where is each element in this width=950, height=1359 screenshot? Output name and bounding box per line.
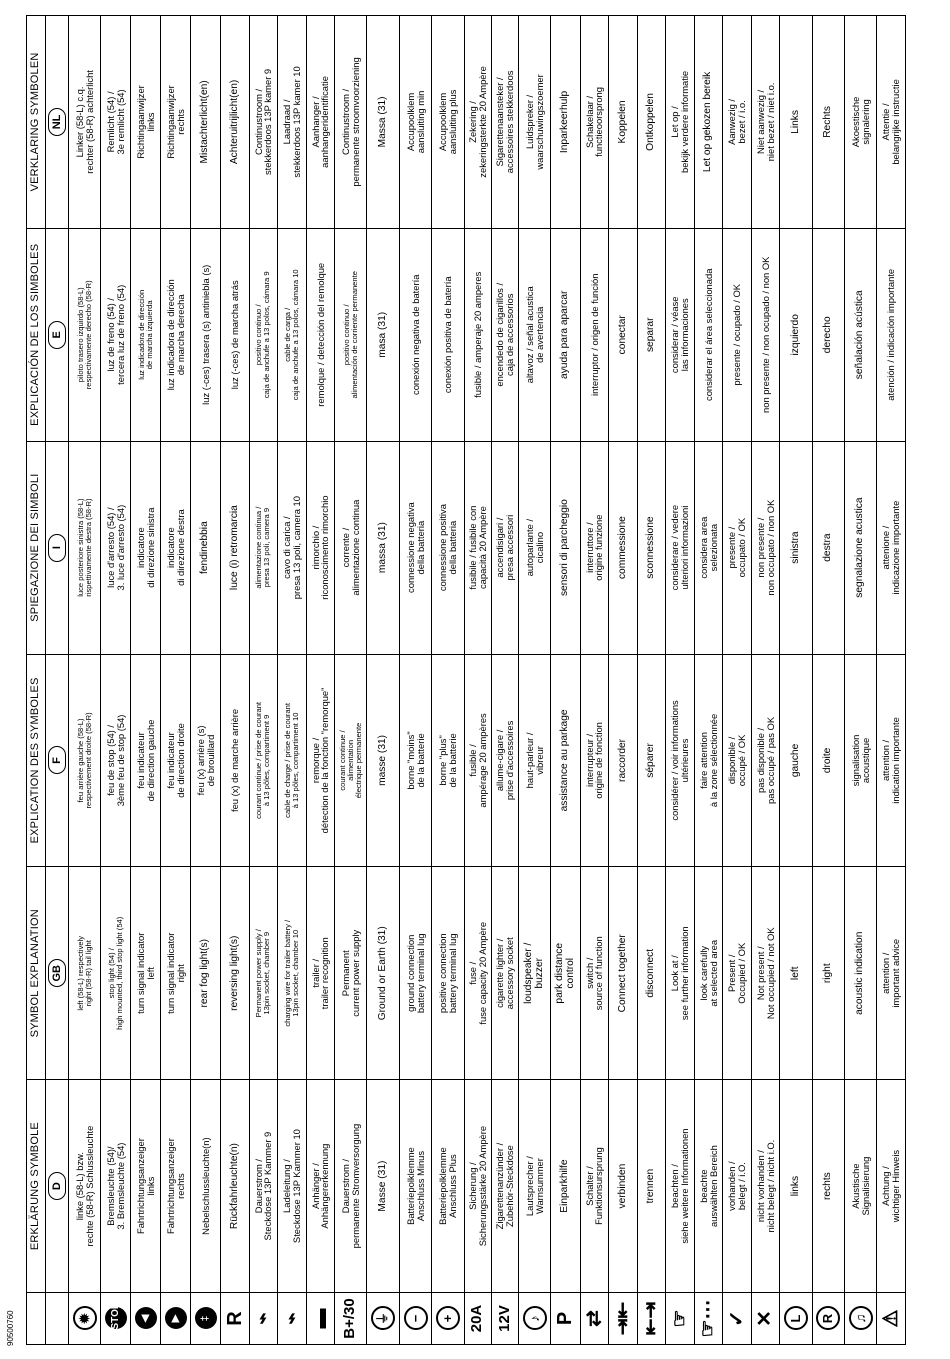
selected-area-icon: ☞⋯ bbox=[697, 1299, 720, 1338]
explanation-fr: pas disponible / pas occupé / pas OK bbox=[751, 654, 780, 867]
explanation-it: fendinebbia bbox=[191, 441, 221, 654]
explanation-nl: Koppelen bbox=[609, 16, 638, 229]
explanation-de: beachten / siehe weitere Informationen bbox=[666, 1080, 695, 1293]
symbol-cell bbox=[191, 1293, 221, 1345]
explanation-de: Dauerstrom / permanente Stromversorgung bbox=[335, 1080, 367, 1293]
table-row bbox=[464, 16, 491, 1345]
table-row bbox=[723, 16, 752, 1345]
explanation-it: interruttore / origine funzione bbox=[580, 441, 609, 654]
table-row bbox=[637, 16, 666, 1345]
explanation-nl: Accupoolklem aansluiting plus bbox=[432, 16, 464, 229]
heading-de: ERKLÄRUNG SYMBOLE bbox=[27, 1080, 46, 1293]
explanation-gb: loudspeaker / buzzer bbox=[519, 867, 551, 1080]
explanation-de: Einparkhilfe bbox=[551, 1080, 580, 1293]
symbol-cell bbox=[551, 1293, 580, 1345]
explanation-fr: fusible / ampérage 20 ampères bbox=[464, 654, 491, 867]
symbol-cell bbox=[812, 1293, 844, 1345]
legend-body bbox=[69, 16, 906, 1345]
explanation-it: cavo di carica / presa 13 poli, camera 10 bbox=[278, 441, 307, 654]
symbol-cell bbox=[751, 1293, 780, 1345]
language-code-row bbox=[46, 16, 69, 1345]
switch-icon: ⇄ bbox=[583, 1310, 606, 1327]
explanation-fr: feu indicateur de direction droite bbox=[161, 654, 191, 867]
explanation-es: interruptor / origen de función bbox=[580, 228, 609, 441]
table-row bbox=[69, 16, 101, 1345]
explanation-de: beachte auswählten Bereich bbox=[694, 1080, 723, 1293]
explanation-gb: Connect together bbox=[609, 867, 638, 1080]
explanation-de: Sicherung / Sicherungsstärke 20 Ampère bbox=[464, 1080, 491, 1293]
symbol-cell bbox=[609, 1293, 638, 1345]
explanation-de: rechts bbox=[812, 1080, 844, 1293]
explanation-gb: charging wire for trailer battery / 13pin socket, chamber 10 bbox=[278, 867, 307, 1080]
symbol-cell bbox=[249, 1293, 278, 1345]
table-row bbox=[278, 16, 307, 1345]
fuse-icon: 20A bbox=[468, 1304, 486, 1333]
explanation-de: Fahrtrichtungsanzeiger rechts bbox=[161, 1080, 191, 1293]
table-row bbox=[877, 16, 906, 1345]
table-row bbox=[780, 16, 812, 1345]
explanation-nl: Aanhanger / aanhangeridentificatie bbox=[306, 16, 335, 229]
explanation-de: Zigarettenanzünder / Zubehör-Steckdose bbox=[491, 1080, 518, 1293]
symbol-cell bbox=[278, 1293, 307, 1345]
acoustic-icon: ♫ bbox=[849, 1307, 873, 1331]
table-row bbox=[609, 16, 638, 1345]
explanation-nl: Attentie / belangrijke instructie bbox=[877, 16, 906, 229]
explanation-de: Achtung / wichtiger Hinweis bbox=[877, 1080, 906, 1293]
explanation-de: Batteriepolklemme Anschluss Plus bbox=[432, 1080, 464, 1293]
explanation-es: remolque / detección del remolque bbox=[306, 228, 335, 441]
explanation-it: indicatore di direzione sinistra bbox=[131, 441, 161, 654]
explanation-gb: fuse / fuse capacity 20 Ampère bbox=[464, 867, 491, 1080]
explanation-fr: considérer / voir informations ultérieures bbox=[666, 654, 695, 867]
explanation-gb: park distance control bbox=[551, 867, 580, 1080]
cigarette-lighter-icon: 12V bbox=[495, 1305, 513, 1332]
explanation-it: accendisigari / presa accessori bbox=[491, 441, 518, 654]
table-row bbox=[335, 16, 367, 1345]
explanation-es: conectar bbox=[609, 228, 638, 441]
symbol-cell bbox=[491, 1293, 518, 1345]
explanation-es: non presente / non ocupado / non OK bbox=[751, 228, 780, 441]
explanation-nl: Let op gekozen bereik bbox=[694, 16, 723, 229]
explanation-de: Rückfahrleuchte(n) bbox=[221, 1080, 250, 1293]
explanation-nl: Accupoolklem aansluiting min bbox=[399, 16, 431, 229]
explanation-gb: cigarette lighter / accessory socket bbox=[491, 867, 518, 1080]
explanation-fr: courant continue / prise de courant à 13 pôles, compartiment 9 bbox=[249, 654, 278, 867]
explanation-fr: feu indicateur de direction gauche bbox=[131, 654, 161, 867]
table-row bbox=[491, 16, 518, 1345]
disconnect-icon: ⇤⇥ bbox=[640, 1301, 663, 1336]
explanation-gb: disconnect bbox=[637, 867, 666, 1080]
code-it bbox=[46, 441, 69, 654]
explanation-es: separar bbox=[637, 228, 666, 441]
explanation-fr: haut-parleur / vibreur bbox=[519, 654, 551, 867]
explanation-nl: Inparkeerhulp bbox=[551, 16, 580, 229]
table-row bbox=[249, 16, 278, 1345]
explanation-de: links bbox=[780, 1080, 812, 1293]
language-code-badge: E bbox=[48, 321, 66, 349]
explanation-gb: stop light (54) / high mounted, third stop light (54) bbox=[101, 867, 131, 1080]
explanation-nl: Massa (31) bbox=[367, 16, 399, 229]
explanation-de: verbinden bbox=[609, 1080, 638, 1293]
language-code-badge: NL bbox=[48, 108, 66, 136]
table-row bbox=[161, 16, 191, 1345]
explanation-es: ayuda para aparcar bbox=[551, 228, 580, 441]
explanation-es: luz indicadora de dirección de marcha derecha bbox=[161, 228, 191, 441]
explanation-nl: Links bbox=[780, 16, 812, 229]
explanation-gb: right bbox=[812, 867, 844, 1080]
symbol-cell bbox=[131, 1293, 161, 1345]
explanation-it: massa (31) bbox=[367, 441, 399, 654]
explanation-de: Akustische Signalisierung bbox=[845, 1080, 877, 1293]
explanation-it: rimorchio / riconoscimento rimorchio bbox=[306, 441, 335, 654]
symbol-cell bbox=[335, 1293, 367, 1345]
explanation-gb: acoustic indication bbox=[845, 867, 877, 1080]
explanation-fr: droite bbox=[812, 654, 844, 867]
explanation-gb: positive connection battery terminal lug bbox=[432, 867, 464, 1080]
charging-wire-icon: ⌁ bbox=[280, 1312, 303, 1325]
table-row bbox=[101, 16, 131, 1345]
explanation-fr: interrupteur / origine de fonction bbox=[580, 654, 609, 867]
explanation-fr: feu arrière gauche (58-L) respectivement droite (58-R) bbox=[69, 654, 101, 867]
explanation-es: luz (-ces) trasera (s) antiniebla (s) bbox=[191, 228, 221, 441]
symbol-cell bbox=[101, 1293, 131, 1345]
explanation-gb: look carefully at selected area bbox=[694, 867, 723, 1080]
symbol-cell bbox=[780, 1293, 812, 1345]
explanation-fr: assistance au parkage bbox=[551, 654, 580, 867]
table-row bbox=[519, 16, 551, 1345]
symbol-cell bbox=[161, 1293, 191, 1345]
explanation-it: connessione positiva della batteria bbox=[432, 441, 464, 654]
explanation-it: destra bbox=[812, 441, 844, 654]
stop-light-icon: STOP bbox=[105, 1308, 127, 1330]
explanation-gb: turn signal indicator left bbox=[131, 867, 161, 1080]
language-code-badge: GB bbox=[48, 959, 66, 987]
heading-es: EXPLICACIÓN DE LOS SIMBOLES bbox=[27, 228, 46, 441]
table-row bbox=[694, 16, 723, 1345]
explanation-de: nicht vorhanden / nicht belegt / nicht i.O. bbox=[751, 1080, 780, 1293]
explanation-it: sinistra bbox=[780, 441, 812, 654]
explanation-it: considerare / vedere ulteriori informazioni bbox=[666, 441, 695, 654]
explanation-es: piloto trasero izquirdo (58-L) respectivamente derecho (58-R) bbox=[69, 228, 101, 441]
explanation-gb: trailer / trailer recognition bbox=[306, 867, 335, 1080]
explanation-fr: borne "moins" de la batterie bbox=[399, 654, 431, 867]
language-heading-row bbox=[27, 16, 46, 1345]
symbol-cell bbox=[877, 1293, 906, 1345]
table-row bbox=[551, 16, 580, 1345]
table-row bbox=[751, 16, 780, 1345]
warning-triangle-icon: ⚠ bbox=[879, 1309, 902, 1328]
table-row bbox=[399, 16, 431, 1345]
explanation-nl: Mistachterlicht(en) bbox=[191, 16, 221, 229]
turn-right-icon: ▶ bbox=[165, 1308, 187, 1330]
symbol-column-heading bbox=[27, 1293, 46, 1345]
explanation-gb: rear fog light(s) bbox=[191, 867, 221, 1080]
reversing-light-icon: R bbox=[223, 1311, 246, 1326]
look-hand-icon: ☞ bbox=[668, 1309, 691, 1328]
explanation-es: derecho bbox=[812, 228, 844, 441]
explanation-fr: disponible / occupé / OK bbox=[723, 654, 752, 867]
symbol-legend-table bbox=[26, 15, 906, 1345]
turn-left-icon: ◀ bbox=[135, 1308, 157, 1330]
explanation-gb: Permanent current power supply bbox=[335, 867, 367, 1080]
code-fr bbox=[46, 654, 69, 867]
plus-icon: + bbox=[436, 1307, 460, 1331]
symbol-cell bbox=[399, 1293, 431, 1345]
ground-icon: ⏚ bbox=[371, 1307, 395, 1331]
explanation-fr: séparer bbox=[637, 654, 666, 867]
symbol-cell bbox=[367, 1293, 399, 1345]
explanation-de: Nebelschlussleuchte(n) bbox=[191, 1080, 221, 1293]
explanation-fr: feu (x) arrière (s) de brouillard bbox=[191, 654, 221, 867]
language-code-badge: I bbox=[48, 534, 66, 562]
code-nl bbox=[46, 16, 69, 229]
right-r-icon: R bbox=[816, 1307, 840, 1331]
explanation-fr: raccorder bbox=[609, 654, 638, 867]
park-assist-icon: P bbox=[554, 1311, 577, 1326]
explanation-de: Masse (31) bbox=[367, 1080, 399, 1293]
table-row bbox=[367, 16, 399, 1345]
cross-icon: ✕ bbox=[754, 1310, 777, 1327]
explanation-fr: remorque / détection de la fonction "remorque" bbox=[306, 654, 335, 867]
explanation-nl: Rechts bbox=[812, 16, 844, 229]
explanation-it: alimentazione continua / presa 13 poli, camera 9 bbox=[249, 441, 278, 654]
table-row bbox=[131, 16, 161, 1345]
symbol-cell bbox=[666, 1293, 695, 1345]
explanation-fr: borne "plus" de la batterie bbox=[432, 654, 464, 867]
symbol-cell bbox=[580, 1293, 609, 1345]
explanation-fr: cable de charge / prise de courant à 13 pôles, compartiment 10 bbox=[278, 654, 307, 867]
explanation-gb: left bbox=[780, 867, 812, 1080]
symbol-legend-sheet bbox=[26, 15, 906, 1345]
symbol-cell bbox=[637, 1293, 666, 1345]
explanation-es: positivo continuo / alimentación de corriente permanente bbox=[335, 228, 367, 441]
explanation-de: Dauerstrom / Steckdose 13P Kammer 9 bbox=[249, 1080, 278, 1293]
explanation-gb: switch / source of function bbox=[580, 867, 609, 1080]
explanation-nl: Let op / bekijk verdere informatie bbox=[666, 16, 695, 229]
explanation-gb: turn signal indicator right bbox=[161, 867, 191, 1080]
table-row bbox=[845, 16, 877, 1345]
explanation-nl: Ontkoppelen bbox=[637, 16, 666, 229]
explanation-fr: courant continue / alimentation électrique permanente bbox=[335, 654, 367, 867]
explanation-it: luce posteriore sinistra (58-L) rispettivamente destra (58-R) bbox=[69, 441, 101, 654]
table-row bbox=[191, 16, 221, 1345]
explanation-it: corrente / alimentazione continua bbox=[335, 441, 367, 654]
check-icon: ✓ bbox=[725, 1310, 748, 1327]
code-de bbox=[46, 1080, 69, 1293]
explanation-es: considerar / véase las informaciones bbox=[666, 228, 695, 441]
explanation-it: considera area selezionata bbox=[694, 441, 723, 654]
explanation-es: positivo continuo / caja de anchufe a 13 polos, cámara 9 bbox=[249, 228, 278, 441]
explanation-gb: Permanent power supply / 13pin socket, chamber 9 bbox=[249, 867, 278, 1080]
explanation-it: non presente / non occupato / non OK bbox=[751, 441, 780, 654]
explanation-fr: signalisation acoustique bbox=[845, 654, 877, 867]
explanation-de: Schalter / Funktionsursprung bbox=[580, 1080, 609, 1293]
table-row bbox=[432, 16, 464, 1345]
tail-light-icon: ✹ bbox=[73, 1307, 97, 1331]
explanation-nl: Aanwezig / bezet / i.o. bbox=[723, 16, 752, 229]
explanation-fr: masse (31) bbox=[367, 654, 399, 867]
explanation-nl: Laadraad / stekkerdoos 13P kamer 10 bbox=[278, 16, 307, 229]
document-number bbox=[6, 1296, 20, 1346]
symbol-cell bbox=[221, 1293, 250, 1345]
explanation-nl: Niet aanwezig / niet bezet / niet i.o. bbox=[751, 16, 780, 229]
explanation-es: conexión positiva de batería bbox=[432, 228, 464, 441]
symbol-cell bbox=[432, 1293, 464, 1345]
explanation-de: vorhanden / belegt / i.O. bbox=[723, 1080, 752, 1293]
explanation-nl: Richtingaanwijzer links bbox=[131, 16, 161, 229]
minus-icon: − bbox=[404, 1307, 428, 1331]
explanation-nl: Continustroom / permanente stroomvoorziening bbox=[335, 16, 367, 229]
left-l-icon: L bbox=[784, 1307, 808, 1331]
heading-it: SPIEGAZIONE DEI SIMBOLI bbox=[27, 441, 46, 654]
symbol-cell bbox=[845, 1293, 877, 1345]
code-es bbox=[46, 228, 69, 441]
explanation-nl: Schakelaar / functieoorsprong bbox=[580, 16, 609, 229]
explanation-es: luz indicadora de dirección de marcha izquierda bbox=[131, 228, 161, 441]
explanation-de: trennen bbox=[637, 1080, 666, 1293]
explanation-nl: Linker (58-L) c.q. rechter (58-R) achterlicht bbox=[69, 16, 101, 229]
explanation-de: Lautsprecher / Warnsummer bbox=[519, 1080, 551, 1293]
table-row bbox=[666, 16, 695, 1345]
explanation-gb: Look at / see further information bbox=[666, 867, 695, 1080]
symbol-code-cell bbox=[46, 1293, 69, 1345]
explanation-de: linke (58-L) bzw. rechte (58-R) Schlussleuchte bbox=[69, 1080, 101, 1293]
explanation-es: señalación acústica bbox=[845, 228, 877, 441]
symbol-cell bbox=[519, 1293, 551, 1345]
explanation-nl: Continustroom / stekkerdoos 13P kamer 9 bbox=[249, 16, 278, 229]
table-row bbox=[812, 16, 844, 1345]
explanation-nl: Remlicht (54) / 3e remlicht (54) bbox=[101, 16, 131, 229]
explanation-gb: left (58-L) respectively right (58-R) tail light bbox=[69, 867, 101, 1080]
explanation-de: Anhänger / Anhängererkennung bbox=[306, 1080, 335, 1293]
heading-nl: VERKLARING SYMBOLEN bbox=[27, 16, 46, 229]
explanation-fr: feu de stop (54) / 3ème feu de stop (54) bbox=[101, 654, 131, 867]
explanation-nl: Akoestische signalering bbox=[845, 16, 877, 229]
symbol-cell bbox=[694, 1293, 723, 1345]
explanation-fr: feu (x) de marche arrière bbox=[221, 654, 250, 867]
explanation-it: indicatore di direzione destra bbox=[161, 441, 191, 654]
document-number-text: 90500760 bbox=[6, 1310, 15, 1346]
trailer-icon: ▬ bbox=[309, 1308, 332, 1329]
explanation-gb: Ground or Earth (31) bbox=[367, 867, 399, 1080]
explanation-it: commessione bbox=[609, 441, 638, 654]
language-code-badge: D bbox=[48, 1172, 66, 1200]
symbol-cell bbox=[464, 1293, 491, 1345]
explanation-nl: Luidspreker / waarschuwingszoemer bbox=[519, 16, 551, 229]
explanation-it: luce (i) retromarcia bbox=[221, 441, 250, 654]
symbol-cell bbox=[69, 1293, 101, 1345]
explanation-es: conexión negativa de batería bbox=[399, 228, 431, 441]
language-code-badge: F bbox=[48, 746, 66, 774]
explanation-fr: gauche bbox=[780, 654, 812, 867]
heading-fr: EXPLICATION DES SYMBOLES bbox=[27, 654, 46, 867]
explanation-es: luz de freno (54) / tercera luz de freno (54) bbox=[101, 228, 131, 441]
rear-fog-light-icon: ‡ bbox=[195, 1308, 217, 1330]
symbol-cell bbox=[306, 1293, 335, 1345]
explanation-gb: ground connection battery terminal lug bbox=[399, 867, 431, 1080]
explanation-it: attenione / indicazione importante bbox=[877, 441, 906, 654]
explanation-es: cable de carga / caja de anchufe a 13 polos, cámara 10 bbox=[278, 228, 307, 441]
explanation-gb: attention / important advice bbox=[877, 867, 906, 1080]
explanation-it: sensori di parcheggio bbox=[551, 441, 580, 654]
explanation-it: segnalazione acustica bbox=[845, 441, 877, 654]
explanation-gb: Present / Occupied / OK bbox=[723, 867, 752, 1080]
heading-gb: SYMBOL EXPLANATION bbox=[27, 867, 46, 1080]
table-row bbox=[580, 16, 609, 1345]
explanation-es: atención / indicación importante bbox=[877, 228, 906, 441]
explanation-es: encendedo de cigarillos / caja de accessorios bbox=[491, 228, 518, 441]
explanation-de: Bremsleuchte (54)/ 3. Bremsleuchte (54) bbox=[101, 1080, 131, 1293]
code-gb bbox=[46, 867, 69, 1080]
explanation-nl: Zekering / zekeringsterkte 20 Ampère bbox=[464, 16, 491, 229]
explanation-it: luce d'arresto (54) / 3. luce d'arresto (54) bbox=[101, 441, 131, 654]
symbol-cell bbox=[723, 1293, 752, 1345]
explanation-gb: reversing light(s) bbox=[221, 867, 250, 1080]
connect-icon: ⇥⇤ bbox=[611, 1301, 634, 1336]
explanation-es: luz (-ces) de marcha atrás bbox=[221, 228, 250, 441]
explanation-es: altavoz / señal acustica de avertencia bbox=[519, 228, 551, 441]
explanation-it: autoparlante / cicalino bbox=[519, 441, 551, 654]
explanation-es: presente / ocupado / OK bbox=[723, 228, 752, 441]
permanent-supply-icon: ⌁ bbox=[252, 1312, 275, 1325]
explanation-gb: Not present / Not occupied / not OK bbox=[751, 867, 780, 1080]
explanation-nl: Sigarettenaansteker / accessoires stekkerdoos bbox=[491, 16, 518, 229]
explanation-de: Batteriepolklemme Anschluss Minus bbox=[399, 1080, 431, 1293]
explanation-fr: allume-cigare / prise d'accessoires bbox=[491, 654, 518, 867]
table-row bbox=[306, 16, 335, 1345]
explanation-de: Ladeleitung / Steckdose 13P Kammer 10 bbox=[278, 1080, 307, 1293]
buzzer-icon: ♪ bbox=[523, 1307, 547, 1331]
explanation-es: considerar el área seleccionada bbox=[694, 228, 723, 441]
explanation-fr: attention / indication importante bbox=[877, 654, 906, 867]
explanation-nl: Richtingaanwijzer rechts bbox=[161, 16, 191, 229]
explanation-es: izquierdo bbox=[780, 228, 812, 441]
explanation-it: connessione negativa della batteria bbox=[399, 441, 431, 654]
b30-icon: B+/30 bbox=[341, 1298, 359, 1339]
explanation-it: presente / occupato / OK bbox=[723, 441, 752, 654]
table-row bbox=[221, 16, 250, 1345]
explanation-de: Fahrtrichtungsanzeiger links bbox=[131, 1080, 161, 1293]
explanation-fr: faire attention à la zone sélectionnée bbox=[694, 654, 723, 867]
explanation-it: fusibile / fusibile con capacità 20 Ampère bbox=[464, 441, 491, 654]
explanation-nl: Achteruitrijlicht(en) bbox=[221, 16, 250, 229]
explanation-it: sconnessione bbox=[637, 441, 666, 654]
explanation-es: masa (31) bbox=[367, 228, 399, 441]
explanation-es: fusible / amperaje 20 amperes bbox=[464, 228, 491, 441]
